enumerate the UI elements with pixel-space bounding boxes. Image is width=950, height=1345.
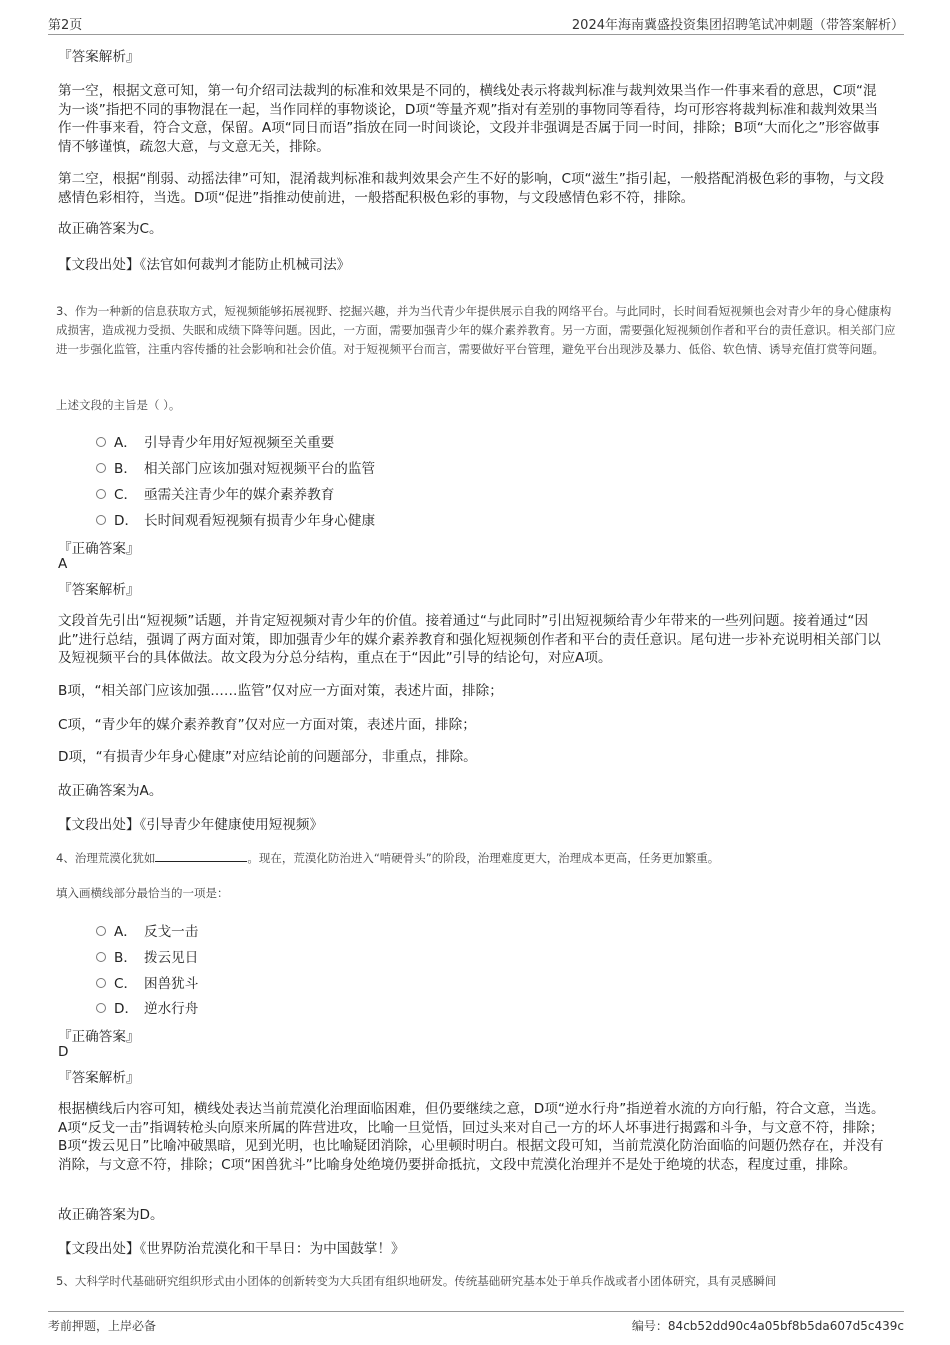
q3-stem: 3、作为一种新的信息获取方式，短视频能够拓展视野、挖掘兴趣，并为当代青少年提供展示自我的网络平台。与此同时，长时间看短视频也会对青少年的身心健康构成损害，造成视力受损、失眠和成绩下降等问题。因此，一方面，需要加强青少年的媒介素养教育。另一方面，需要强化短视频创作者和平台的责任意识。相关部门应进一步强化监管，注重内容传播的社会影响和社会价值。对于短视频平台而言，需要做好平台管理，避免平台出现涉及暴力、低俗、软色情、诱导充值打赏等问题。 [56, 304, 896, 356]
q3-note-d: D项，“有损青少年身心健康”对应结论前的问题部分，非重点，排除。 [58, 749, 477, 765]
q4-option-a[interactable]: A． 反戈一击 [96, 920, 198, 940]
radio-icon[interactable] [96, 515, 106, 525]
radio-icon[interactable] [96, 437, 106, 447]
q3-conclusion: 故正确答案为A。 [58, 783, 163, 799]
q4-correct-answer: D [58, 1044, 69, 1060]
q3-correct-label: 『正确答案』 [58, 541, 140, 557]
q3-analysis-label: 『答案解析』 [58, 582, 140, 598]
q3-option-d[interactable]: D． 长时间观看短视频有损青少年身心健康 [96, 509, 375, 529]
q3-correct-answer: A [58, 556, 68, 572]
radio-icon[interactable] [96, 489, 106, 499]
radio-icon[interactable] [96, 463, 106, 473]
q3-analysis: 文段首先引出“短视频”话题，并肯定短视频对青少年的价值。接着通过“与此同时”引出短视频给青少年带来的一些列问题。接着通过“因此”进行总结，强调了两方面对策，即加强青少年的媒介素养教育和强化短视频创作者和平台的责任意识。尾句进一步补充说明相关部门以及短视频平台的具体做法。故文段为分总分结构，重点在于“因此”引导的结论句，对应A项。 [58, 613, 881, 666]
q3-option-b[interactable]: B． 相关部门应该加强对短视频平台的监管 [96, 457, 375, 477]
q4-option-c[interactable]: C． 困兽犹斗 [96, 972, 198, 992]
q4-option-b[interactable]: B． 拨云见日 [96, 946, 198, 966]
q2-analysis-para2: 第二空，根据“削弱、动摇法律”可知，混淆裁判标准和裁判效果会产生不好的影响，C项“滋生”指引起，一般搭配消极色彩的事物，与文段感情色彩相符，当选。D项“促进”指推动使前进，一般搭配积极色彩的事物，与文段感情色彩不符，排除。 [58, 171, 885, 206]
document-id: 编号：84cb52dd90c4a05bf8b5da607d5c439c [631, 1319, 904, 1333]
q4-analysis: 根据横线后内容可知，横线处表达当前荒漠化治理面临困难，但仍要继续之意，D项“逆水行舟”指逆着水流的方向行船，符合文意，当选。A项“反戈一击”指调转枪头向原来所属的阵营进攻，比喻一旦觉悟，回过头来对自己一方的坏人坏事进行揭露和斗争，与文意不符，排除；B项“拨云见日”比喻冲破黑暗，见到光明，也比喻疑团消除，心里顿时明白。根据文段可知，当前荒漠化防治面临的问题仍然存在，并没有消除，与文意不符，排除；C项“困兽犹斗”比喻身处绝境仍要拼命抵抗，文段中荒漠化治理并不是处于绝境的状态，程度过重，排除。 [58, 1101, 885, 1173]
q3-note-b: B项，“相关部门应该加强……监管”仅对应一方面对策，表述片面，排除； [58, 683, 503, 699]
radio-icon[interactable] [96, 952, 106, 962]
q2-conclusion: 故正确答案为C。 [58, 221, 163, 237]
page-footer [48, 1311, 904, 1334]
footer-slogan: 考前押题，上岸必备 [48, 1319, 157, 1333]
q3-option-a[interactable]: A． 引导青少年用好短视频至关重要 [96, 431, 334, 451]
q4-option-d[interactable]: D． 逆水行舟 [96, 997, 198, 1017]
q2-source: 【文段出处】《法官如何裁判才能防止机械司法》 [58, 257, 351, 273]
q3-source: 【文段出处】《引导青少年健康使用短视频》 [58, 817, 324, 833]
page-number: 第2页 [48, 18, 83, 33]
q4-correct-label: 『正确答案』 [58, 1029, 140, 1045]
page-header [48, 12, 904, 35]
radio-icon[interactable] [96, 978, 106, 988]
q4-analysis-label: 『答案解析』 [58, 1070, 140, 1086]
radio-icon[interactable] [96, 1003, 106, 1013]
q4-conclusion: 故正确答案为D。 [58, 1207, 164, 1223]
document-title: 2024年海南冀盛投资集团招聘笔试冲刺题（带答案解析） [571, 18, 904, 33]
q3-note-c: C项，“青少年的媒介素养教育”仅对应一方面对策，表述片面，排除； [58, 717, 476, 733]
fill-blank [155, 850, 247, 862]
q5-stem: 5、大科学时代基础研究组织形式由小团体的创新转变为大兵团有组织地研发。传统基础研究基本处于单兵作战或者小团体研究，具有灵感瞬间 [56, 1274, 777, 1288]
q4-question: 填入画横线部分最恰当的一项是： [56, 886, 229, 900]
q3-option-c[interactable]: C． 亟需关注青少年的媒介素养教育 [96, 483, 334, 503]
q2-analysis-label: 『答案解析』 [58, 49, 140, 65]
q3-question: 上述文段的主旨是（ ）。 [56, 398, 181, 412]
radio-icon[interactable] [96, 926, 106, 936]
q4-source: 【文段出处】《世界防治荒漠化和干旱日：为中国鼓掌！》 [58, 1241, 405, 1257]
q4-stem: 4、治理荒漠化犹如 。现在，荒漠化防治进入“啃硬骨头”的阶段，治理难度更大，治理成本更高，任务更加繁重。 [56, 851, 720, 865]
q2-analysis-para1: 第一空，根据文意可知，第一句介绍司法裁判的标准和效果是不同的，横线处表示将裁判标准与裁判效果当作一件事来看的意思，C项“混为一谈”指把不同的事物混在一起，当作同样的事物谈论，D项“等量齐观”指对有差别的事物同等看待，均可形容将裁判标准和裁判效果当作一件事来看，符合文意，保留。A项“同日而语”指放在同一时间谈论，文段并非强调是否属于同一时间，排除；B项“大而化之”形容做事情不够谨慎，疏忽大意，与文意无关，排除。 [58, 83, 880, 155]
